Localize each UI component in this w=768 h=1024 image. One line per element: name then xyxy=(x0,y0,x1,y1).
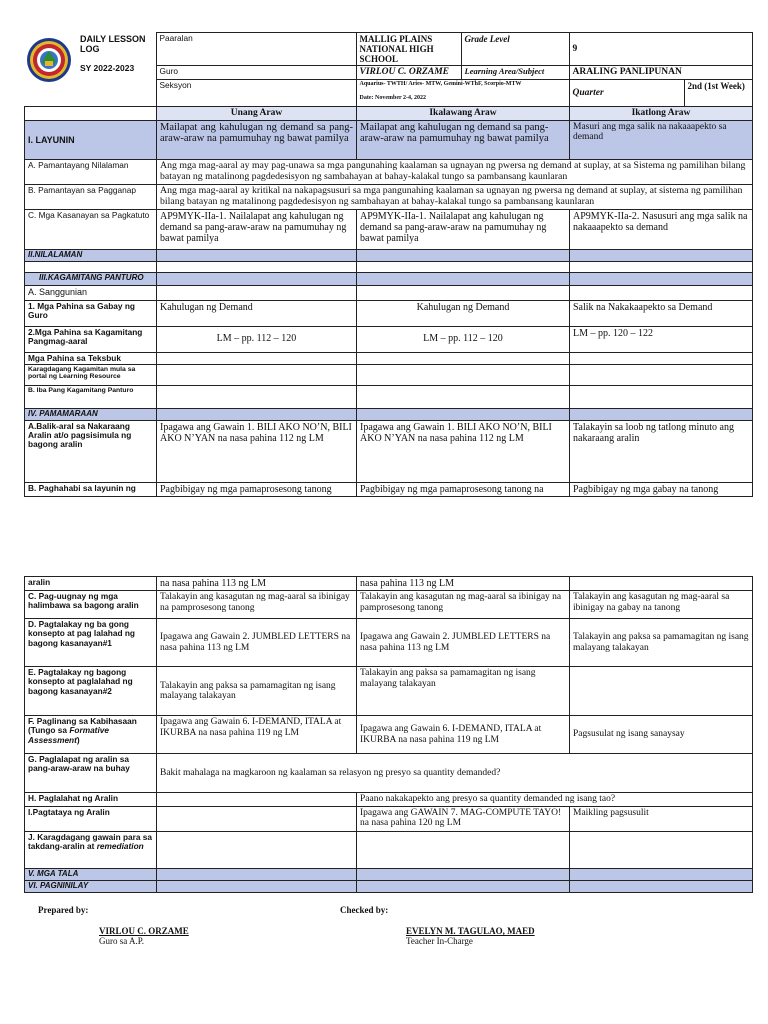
balik-aral-day3: Talakayin sa loob ng tatlong minuto ang nakaraang aralin xyxy=(570,420,753,482)
pagtataya-label: I.Pagtataya ng Aralin xyxy=(25,806,157,831)
kagamitan-aaral-label: 2.Mga Pahina sa Kagamitang Pangmag-aaral xyxy=(25,326,157,352)
day1-header: Unang Araw xyxy=(157,107,357,121)
lesson-log-table-top xyxy=(24,32,753,108)
pagganap-std-label: B. Pamantayan sa Pagganap xyxy=(25,184,157,209)
paglinang-label: F. Paglinang sa Kabihasaan (Tungo sa Formative Assessment) xyxy=(25,716,157,754)
nilalaman-std-text: Ang mga mag-aaral ay may pag-unawa sa mga pangunahing kaalaman sa ugnayan ng pwersa ng demand at suplay, at sa Sistema ng pamilihan bilang batayan ng matalinong pagdedesisyon ng sambahayan at bahay-kalakal tungo sa pambansang kaunlaran xyxy=(157,159,753,184)
date-text: Date: November 2-4, 2022 xyxy=(359,94,427,101)
school-label: Paaralan xyxy=(156,33,356,66)
paglinang-day3: Pagsusulat ng isang sanaysay xyxy=(570,716,753,754)
paghahabi-cont-day2: nasa pahina 113 ng LM xyxy=(357,577,570,591)
preparer-name: VIRLOU C. ORZAME xyxy=(99,926,189,936)
pagtalakay1-day1: Ipagawa ang Gawain 2. JUMBLED LETTERS na nasa pahina 113 ng LM xyxy=(157,619,357,667)
school-year: SY 2022-2023 xyxy=(80,62,135,73)
paglinang-day2: Ipagawa ang Gawain 6. I-DEMAND, ITALA at IKURBA na nasa pahina 119 ng LM xyxy=(357,716,570,754)
paghahabi-cont-label: aralin xyxy=(25,577,157,591)
balik-aral-day1: Ipagawa ang Gawain 1. BILI AKO NO’N, BILI AKO N’YAN na nasa pahina 112 ng LM xyxy=(157,420,357,482)
paguugnay-day1: Talakayin ang kasagutan ng mag-aaral sa ibinigay na pamprosesong tanong xyxy=(157,591,357,619)
pagtalakay2-day3 xyxy=(570,667,753,716)
pagtalakay2-day1: Talakayin ang paksa sa pamamagitan ng isang malayang talakayan xyxy=(157,667,357,716)
header-title-block xyxy=(24,33,156,108)
gabay-day1: Kahulugan ng Demand xyxy=(157,300,357,326)
pagtataya-day2: Ipagawa ang GAWAIN 7. MAG-COMPUTE TAYO! na nasa pahina 120 ng LM xyxy=(357,806,570,831)
checked-by-label: Checked by: xyxy=(340,905,389,915)
school-name: MALLIG PLAINS NATIONAL HIGH SCHOOL xyxy=(356,33,461,66)
kasanayan-day3: AP9MYK-IIa-2. Nasusuri ang mga salik na nakaaapekto sa demand xyxy=(570,209,753,249)
paglinang-day1: Ipagawa ang Gawain 6. I-DEMAND, ITALA at IKURBA na nasa pahina 119 ng LM xyxy=(157,716,357,754)
kasanayan-day2: AP9MYK-IIa-1. Nailalapat ang kahulugan ng demand sa pang-araw-araw na pamumuhay ng bawat pamilya xyxy=(357,209,570,249)
paghahabi-cont-day3 xyxy=(570,577,753,591)
layunin-label: I. LAYUNIN xyxy=(25,120,157,159)
sanggunian-label: A. Sanggunian xyxy=(25,285,157,300)
grade-value: 9 xyxy=(569,33,752,66)
pagninilay-label: VI. PAGNINILAY xyxy=(25,880,157,892)
pagganap-std-text: Ang mga mag-aaral ay kritikal na nakapagsusuri sa mga pangunahing kaalaman sa ugnayan ng pwersa ng demand at suplay, at sistema ng pamilihan bilang batayan ng matalinong pagdedesisyon ng sambahayan at bahay-kalakal tungo sa pambansang kaunlaran xyxy=(157,184,753,209)
lesson-log-table-main xyxy=(24,106,753,497)
prepared-by-label: Prepared by: xyxy=(38,905,89,915)
iba-label: B. Iba Pang Kagamitang Panturo xyxy=(25,385,157,408)
balik-aral-label: A.Balik-aral sa Nakaraang Aralin at/o pagsisimula ng bagong aralin xyxy=(25,420,157,482)
gabay-day3: Salik na Nakakaapekto sa Demand xyxy=(570,300,753,326)
layunin-day1: Mailapat ang kahulugan ng demand sa pang-araw-araw na pamumuhay ng bawat pamilya xyxy=(157,120,357,159)
layunin-day2: Mailapat ang kahulugan ng demand sa pang-araw-araw na pamumuhay ng bawat pamilya xyxy=(357,120,570,159)
checker-title: Teacher In-Charge xyxy=(406,936,473,946)
grade-label: Grade Level xyxy=(461,33,569,66)
quarter-label: Quarter xyxy=(569,80,684,108)
section-label: Seksyon xyxy=(156,80,356,108)
paglalapat-text: Bakit mahalaga na magkaroon ng kaalaman sa relasyon ng presyo sa quantity demanded? xyxy=(157,754,753,793)
pamamaraan-label: IV. PAMAMARAAN xyxy=(25,408,157,420)
preparer-title: Guro sa A.P. xyxy=(99,936,145,946)
teksbuk-label: Mga Pahina sa Teksbuk xyxy=(25,352,157,364)
subject-value: ARALING PANLIPUNAN xyxy=(569,66,752,80)
lesson-log-table-continued xyxy=(24,576,753,893)
kagamitan-aaral-day1: LM – pp. 112 – 120 xyxy=(157,326,357,352)
nilalaman-std-label: A. Pamantayang Nilalaman xyxy=(25,159,157,184)
balik-aral-day2: Ipagawa ang Gawain 1. BILI AKO NO’N, BILI AKO N’YAN na nasa pahina 112 ng LM xyxy=(357,420,570,482)
paglalahat-label: H. Paglalahat ng Aralin xyxy=(25,793,157,807)
sections-cell xyxy=(356,80,569,108)
pagtalakay1-label: D. Pagtalakay ng ba gong konsepto at pag lalahad ng bagong kasanayan#1 xyxy=(25,619,157,667)
nilalaman-label: II.NILALAMAN xyxy=(25,249,157,261)
gabay-label: 1. Mga Pahina sa Gabay ng Guro xyxy=(25,300,157,326)
paguugnay-day2: Talakayin ang kasagutan ng mag-aaral sa ibinigay na pamprosesong tanong xyxy=(357,591,570,619)
pagtalakay2-day2: Talakayin ang paksa sa pamamagitan ng isang malayang talakayan xyxy=(357,667,570,716)
paglalapat-label: G. Paglalapat ng aralin sa pang-araw-araw na buhay xyxy=(25,754,157,793)
teacher-label: Guro xyxy=(156,66,356,80)
paghahabi-cont-day1: na nasa pahina 113 ng LM xyxy=(157,577,357,591)
layunin-day3: Masuri ang mga salik na nakaaapekto sa demand xyxy=(570,120,753,159)
area-label: Learning Area/Subject xyxy=(461,66,569,80)
paghahabi-day3: Pagbibigay ng mga gabay na tanong xyxy=(570,482,753,496)
kagamitan-label: III.KAGAMITANG PANTURO xyxy=(25,272,157,285)
quarter-value: 2nd (1st Week) xyxy=(684,80,752,108)
karagdagang-label: J. Karagdagang gawain para sa takdang-aralin at remediation xyxy=(25,831,157,868)
gabay-day2: Kahulugan ng Demand xyxy=(357,300,570,326)
paguugnay-day3: Talakayin ang kasagutan ng mag-aaral sa ibinigay na gabay na tanong xyxy=(570,591,753,619)
day2-header: Ikalawang Araw xyxy=(357,107,570,121)
kasanayan-day1: AP9MYK-IIa-1. Nailalapat ang kahulugan ng demand sa pang-araw-araw na pamumuhay ng bawat pamilya xyxy=(157,209,357,249)
day3-header: Ikatlong Araw xyxy=(570,107,753,121)
paguugnay-label: C. Pag-uugnay ng mga halimbawa sa bagong aralin xyxy=(25,591,157,619)
kasanayan-label: C. Mga Kasanayan sa Pagkatuto xyxy=(25,209,157,249)
pagtalakay1-day2: Ipagawa ang Gawain 2. JUMBLED LETTERS na nasa pahina 113 ng LM xyxy=(357,619,570,667)
kagamitan-aaral-day3: LM – pp. 120 – 122 xyxy=(570,326,753,352)
kagamitan-aaral-day2: LM – pp. 112 – 120 xyxy=(357,326,570,352)
log-title: DAILY LESSON LOG xyxy=(80,33,146,54)
lr-portal-label: Karagdagang Kagamitan mula sa portal ng Learning Resource xyxy=(25,364,157,385)
sections-list: Aquarius- TWTH/ Aries- MTW, Gemini-WThF, Scorpio-MTW xyxy=(359,81,522,88)
paghahabi-label: B. Paghahabi sa layunin ng xyxy=(25,482,157,496)
mga-tala-label: V. MGA TALA xyxy=(25,868,157,880)
paghahabi-day1: Pagbibigay ng mga pamaprosesong tanong xyxy=(157,482,357,496)
teacher-name: VIRLOU C. ORZAME xyxy=(356,66,461,80)
pagtalakay1-day3: Talakayin ang paksa sa pamamagitan ng isang malayang talakayan xyxy=(570,619,753,667)
paghahabi-day2: Pagbibigay ng mga pamaprosesong tanong na xyxy=(357,482,570,496)
checker-name: EVELYN M. TAGULAO, MAED xyxy=(406,926,535,936)
paglalahat-day2: Paano nakakapekto ang presyo sa quantity demanded ng isang tao? xyxy=(357,793,753,807)
pagtalakay2-label: E. Pagtalakay ng bagong konsepto at paglalahad ng bagong kasanayan#2 xyxy=(25,667,157,716)
pagtataya-day3: Maikling pagsusulit xyxy=(570,806,753,831)
